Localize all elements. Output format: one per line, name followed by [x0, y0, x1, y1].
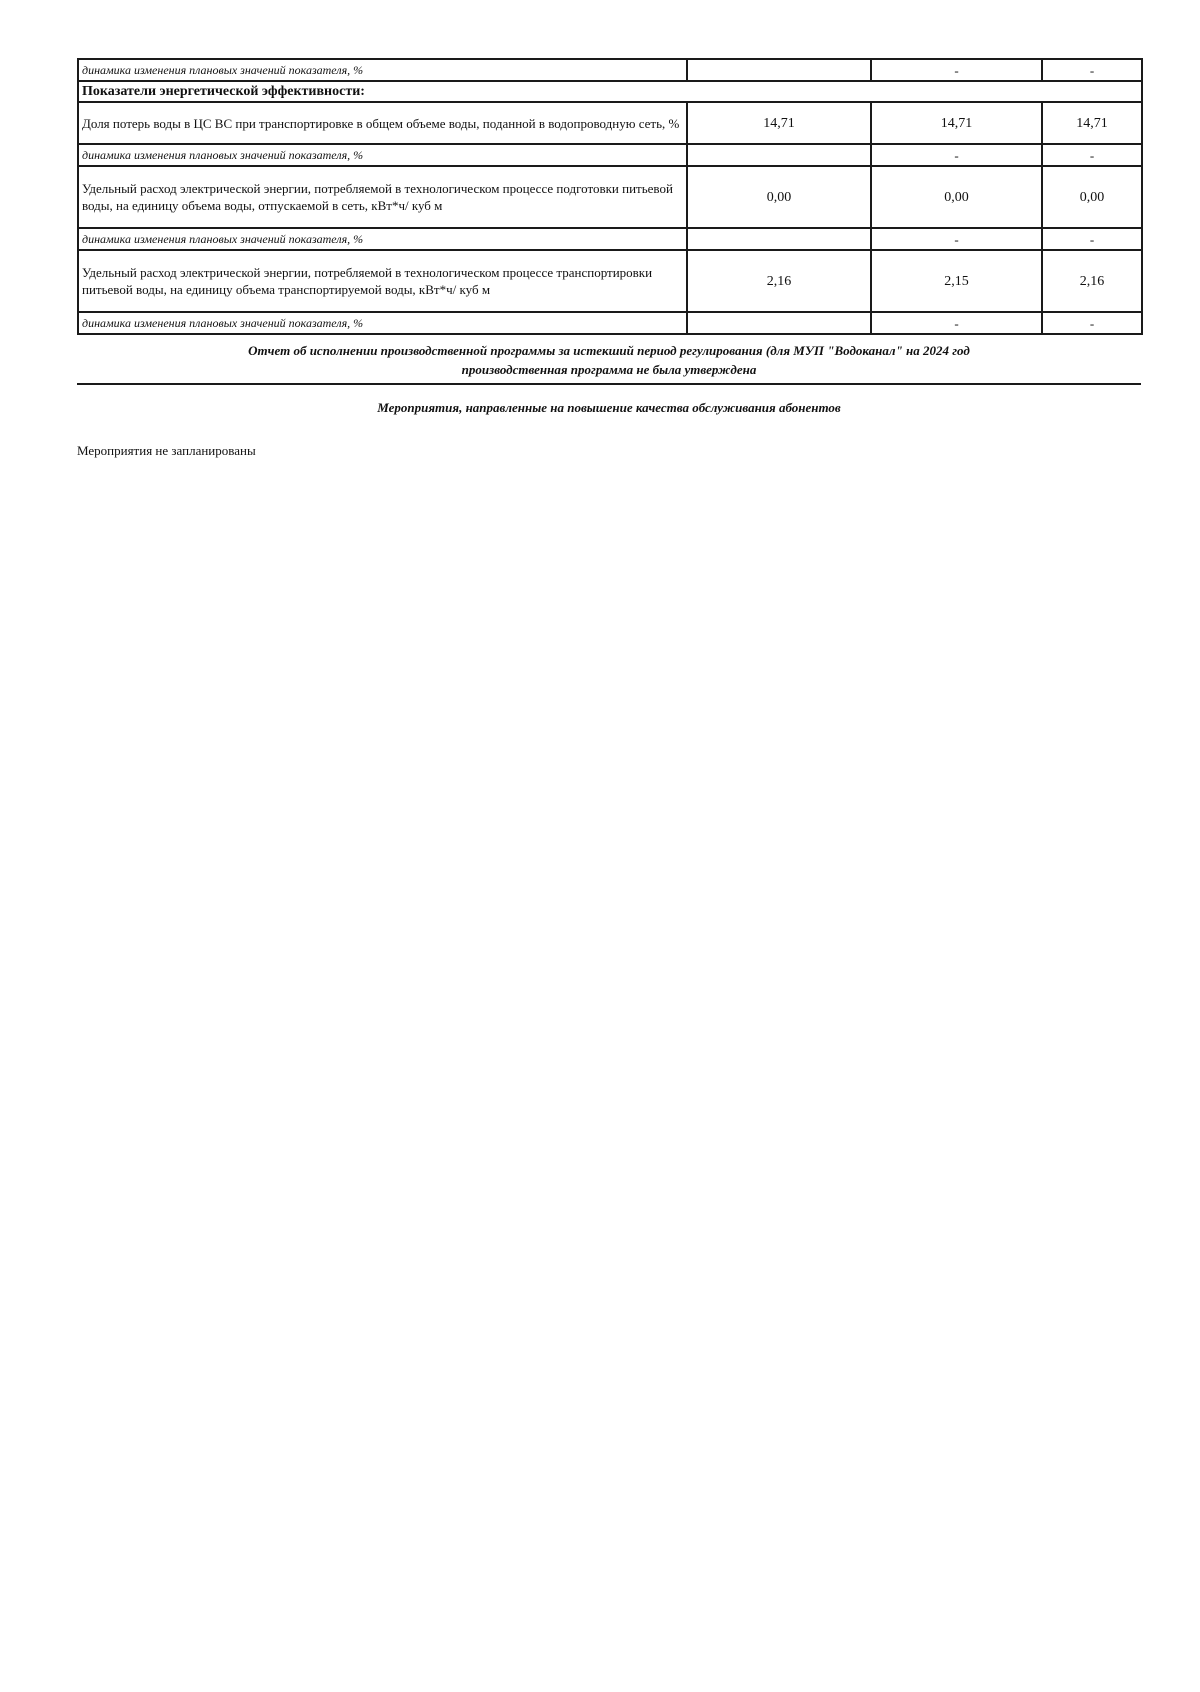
row-label: Доля потерь воды в ЦС ВС при транспортировке в общем объеме воды, поданной в водопроводную сеть, % [78, 102, 687, 144]
row-label: динамика изменения плановых значений показателя, % [78, 312, 687, 334]
report-note [77, 341, 1141, 385]
value-cell-2: 0,00 [871, 166, 1042, 228]
value-cell-3: 14,71 [1042, 102, 1142, 144]
table-row-energy-transport [78, 250, 1142, 312]
value-cell-3: - [1042, 59, 1142, 81]
value-cell-1: 0,00 [687, 166, 871, 228]
value-cell-2: - [871, 59, 1042, 81]
table-row-dynamics [78, 228, 1142, 250]
value-cell-1 [687, 59, 871, 81]
value-cell-2: 14,71 [871, 102, 1042, 144]
value-cell-2: - [871, 228, 1042, 250]
value-cell-1 [687, 144, 871, 166]
table-row-dynamics [78, 144, 1142, 166]
value-cell-3: - [1042, 312, 1142, 334]
row-label: динамика изменения плановых значений показателя, % [78, 59, 687, 81]
report-note-line-1: Отчет об исполнении производственной программы за истекший период регулирования (для МУП "Водоканал" на 2024 год [248, 343, 970, 358]
document-sheet [77, 58, 1141, 460]
row-label: Удельный расход электрической энергии, потребляемой в технологическом процессе транспортировки питьевой воды, на единицу объема транспортируемой воды, кВт*ч/ куб м [78, 250, 687, 312]
value-cell-2: 2,15 [871, 250, 1042, 312]
value-cell-3: 0,00 [1042, 166, 1142, 228]
value-cell-2: - [871, 144, 1042, 166]
value-cell-3: 2,16 [1042, 250, 1142, 312]
table-row-dynamics [78, 312, 1142, 334]
value-cell-1: 2,16 [687, 250, 871, 312]
measures-title: Мероприятия, направленные на повышение качества обслуживания абонентов [377, 400, 841, 415]
section-title: Показатели энергетической эффективности: [78, 81, 1142, 102]
indicators-table [77, 58, 1143, 335]
table-row-energy-preparation [78, 166, 1142, 228]
row-label: Удельный расход электрической энергии, потребляемой в технологическом процессе подготовки питьевой воды, на единицу объема воды, отпускаемой в сеть, кВт*ч/ куб м [78, 166, 687, 228]
report-note-line-2: производственная программа не была утверждена [461, 362, 757, 377]
value-cell-3: - [1042, 228, 1142, 250]
value-cell-3: - [1042, 144, 1142, 166]
table-row-dynamics [78, 59, 1142, 81]
value-cell-2: - [871, 312, 1042, 334]
value-cell-1: 14,71 [687, 102, 871, 144]
row-label: динамика изменения плановых значений показателя, % [78, 228, 687, 250]
table-row-section-header [78, 81, 1142, 102]
row-label: динамика изменения плановых значений показателя, % [78, 144, 687, 166]
value-cell-1 [687, 228, 871, 250]
measures-text: Мероприятия не запланированы [77, 443, 256, 458]
value-cell-1 [687, 312, 871, 334]
table-row-water-loss [78, 102, 1142, 144]
